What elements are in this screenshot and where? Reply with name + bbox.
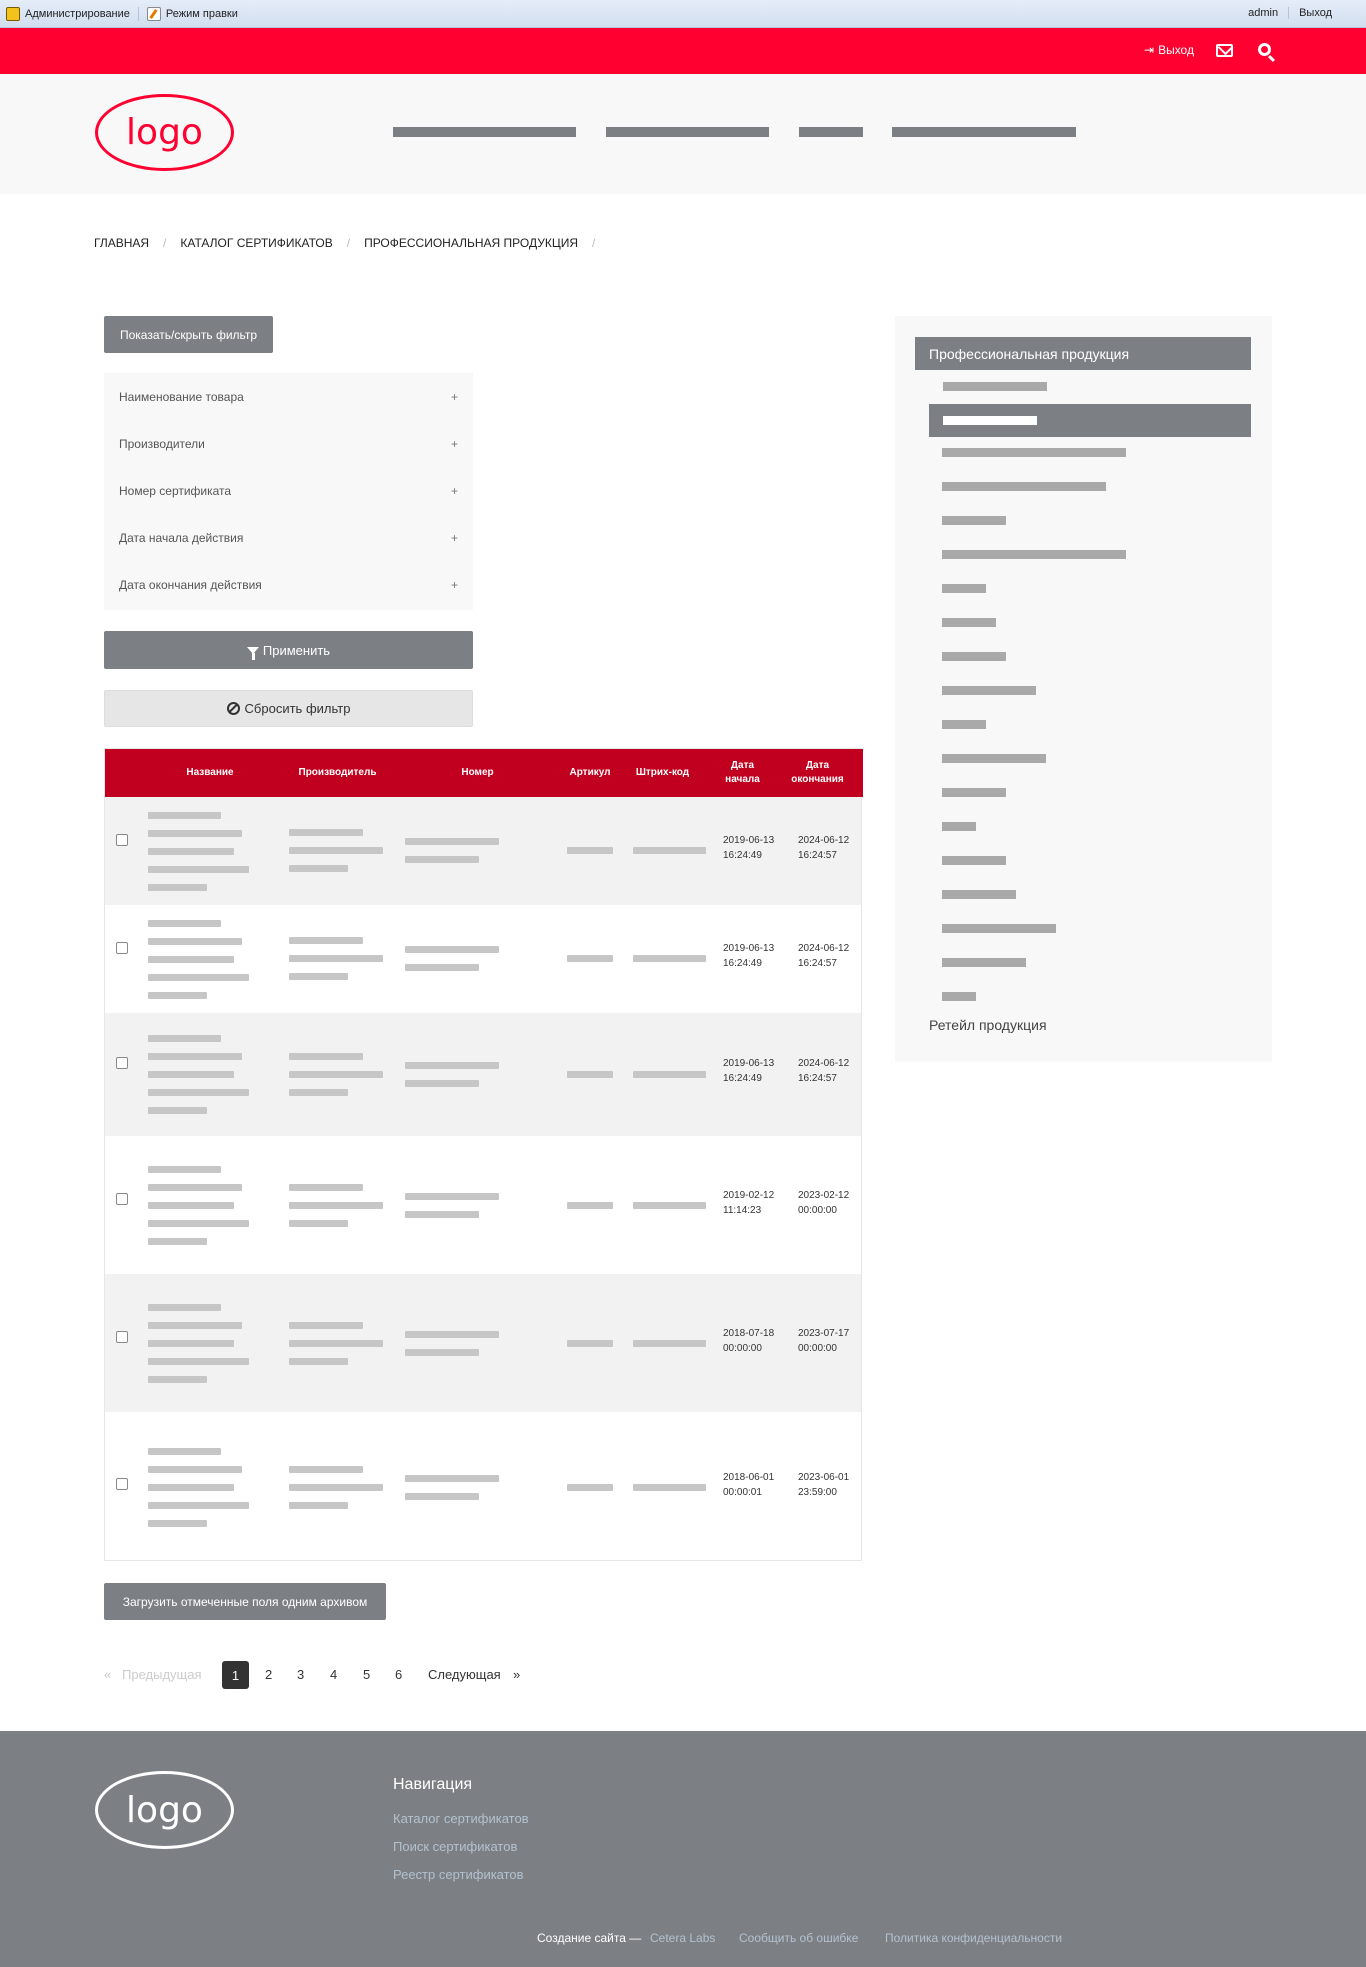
row-checkbox[interactable]: [116, 1057, 128, 1069]
name-placeholder: [148, 1107, 207, 1114]
end-date-cell: [798, 1056, 849, 1086]
nav-item-3[interactable]: [799, 127, 863, 137]
barcode-placeholder: [633, 1484, 706, 1491]
name-placeholder: [148, 1089, 249, 1096]
start-time: 16:24:49: [723, 850, 762, 861]
sidebar-subitem[interactable]: [942, 482, 1106, 491]
end-date-cell: [798, 941, 849, 971]
article-placeholder: [567, 1340, 613, 1347]
filter-label: Производители: [119, 437, 205, 451]
col-end-date: [780, 749, 855, 797]
end-date-cell: [798, 1470, 849, 1500]
logout-label: Выход: [1158, 43, 1194, 57]
table-row: [105, 1013, 861, 1136]
table-row: [105, 1136, 861, 1274]
logout-link[interactable]: [1144, 43, 1194, 57]
plus-icon: +: [450, 578, 458, 592]
apply-label: Применить: [262, 642, 331, 658]
barcode-placeholder: [633, 1340, 706, 1347]
article-placeholder: [567, 847, 613, 854]
admin-link-label: Администрирование: [25, 8, 130, 20]
reset-label: Сбросить фильтр: [244, 701, 351, 716]
name-placeholder: [148, 1053, 242, 1060]
sidebar-subitem[interactable]: [942, 754, 1046, 763]
footer-credit-link[interactable]: Cetera Labs: [650, 1931, 716, 1945]
name-placeholder: [148, 1322, 242, 1329]
table-header: [105, 749, 863, 797]
end-date: 2024-06-12: [798, 1058, 850, 1069]
sidebar-subitem[interactable]: [942, 516, 1006, 525]
name-placeholder: [148, 1376, 207, 1383]
end-time: 00:00:00: [798, 1343, 837, 1354]
manufacturer-placeholder: [289, 1340, 383, 1347]
nav-item-1[interactable]: [393, 127, 576, 137]
manufacturer-placeholder: [289, 955, 383, 962]
manufacturer-placeholder: [289, 1322, 363, 1329]
footer-link-search[interactable]: Поиск сертификатов: [393, 1839, 518, 1854]
name-placeholder: [148, 1220, 249, 1227]
row-checkbox[interactable]: [116, 942, 128, 954]
breadcrumb-professional[interactable]: ПРОФЕССИОНАЛЬНАЯ ПРОДУКЦИЯ: [364, 236, 579, 250]
search-icon[interactable]: [1258, 43, 1271, 56]
breadcrumb-separator: /: [163, 236, 167, 250]
col-manufacturer: Производитель: [298, 767, 377, 778]
nav-item-2[interactable]: [606, 127, 769, 137]
plus-icon: +: [450, 390, 458, 404]
name-placeholder: [148, 1340, 234, 1347]
footer-report-error-link[interactable]: Сообщить об ошибке: [739, 1931, 859, 1945]
mail-icon[interactable]: [1216, 44, 1233, 57]
start-time: 16:24:49: [723, 958, 762, 969]
footer-logo-text: logo: [126, 1789, 203, 1831]
name-placeholder: [148, 992, 207, 999]
manufacturer-placeholder: [289, 1484, 383, 1491]
start-date-cell: [723, 1188, 774, 1218]
manufacturer-placeholder: [289, 1358, 348, 1365]
sidebar-category-professional[interactable]: Профессиональная продукция: [915, 337, 1251, 370]
manufacturer-placeholder: [289, 1202, 383, 1209]
breadcrumb: [94, 236, 609, 250]
page-2[interactable]: 2: [265, 1667, 273, 1682]
edit-mode-link[interactable]: [147, 7, 246, 21]
sidebar-subitem[interactable]: [942, 856, 1006, 865]
start-time: 00:00:00: [723, 1343, 762, 1354]
manufacturer-placeholder: [289, 1089, 348, 1096]
barcode-placeholder: [633, 1071, 706, 1078]
filter-label: Дата начала действия: [119, 531, 244, 545]
col-number: Номер: [461, 767, 494, 778]
article-placeholder: [567, 955, 613, 962]
barcode-placeholder: [633, 847, 706, 854]
start-date-cell: [723, 833, 774, 863]
article-placeholder: [567, 1202, 613, 1209]
name-placeholder: [148, 1202, 234, 1209]
number-placeholder: [405, 1211, 479, 1218]
sidebar-subitem[interactable]: [942, 992, 976, 1001]
breadcrumb-home[interactable]: ГЛАВНАЯ: [94, 236, 150, 250]
end-time: 16:24:57: [798, 958, 837, 969]
admin-icon: [6, 7, 20, 21]
name-placeholder: [148, 884, 207, 891]
manufacturer-placeholder: [289, 1220, 348, 1227]
download-archive-button[interactable]: Загрузить отмеченные поля одним архивом: [104, 1583, 386, 1620]
manufacturer-placeholder: [289, 1053, 363, 1060]
name-placeholder: [148, 866, 249, 873]
start-date: 2018-07-18: [723, 1328, 775, 1339]
manufacturer-placeholder: [289, 973, 348, 980]
number-placeholder: [405, 1080, 479, 1087]
name-placeholder: [148, 1520, 207, 1527]
next-page-link[interactable]: Следующая: [428, 1667, 501, 1682]
name-placeholder: [148, 1238, 207, 1245]
name-placeholder: [148, 1448, 221, 1455]
end-date-cell: [798, 1188, 849, 1218]
filter-end-date[interactable]: [119, 575, 458, 595]
end-time: 00:00:00: [798, 1205, 837, 1216]
end-date: 2023-06-01: [798, 1472, 850, 1483]
prev-arrow: «: [104, 1667, 112, 1682]
start-date: 2019-02-12: [723, 1190, 775, 1201]
table-row: [105, 797, 861, 905]
page-3[interactable]: 3: [297, 1667, 305, 1682]
end-date: 2024-06-12: [798, 835, 850, 846]
start-date-cell: [723, 1326, 774, 1356]
name-placeholder: [148, 920, 221, 927]
start-date-cell: [723, 941, 774, 971]
logo-text: logo: [126, 112, 203, 153]
name-placeholder: [148, 812, 221, 819]
number-placeholder: [405, 1475, 499, 1482]
admin-username[interactable]: admin: [1248, 7, 1279, 19]
manufacturer-placeholder: [289, 829, 363, 836]
number-placeholder: [405, 1331, 499, 1338]
breadcrumb-separator: /: [592, 236, 596, 250]
name-placeholder: [148, 1484, 234, 1491]
start-time: 00:00:01: [723, 1487, 762, 1498]
filter-icon: [247, 647, 259, 654]
col-start-date: [705, 749, 780, 797]
sidebar-subitem[interactable]: [942, 924, 1056, 933]
manufacturer-placeholder: [289, 1466, 363, 1473]
filter-label: Номер сертификата: [119, 484, 232, 498]
sidebar-subitem[interactable]: [942, 448, 1126, 457]
page-6[interactable]: 6: [395, 1667, 403, 1682]
next-arrow[interactable]: »: [513, 1667, 521, 1682]
number-placeholder: [405, 1349, 479, 1356]
end-date: 2023-07-17: [798, 1328, 850, 1339]
col-end-date-line1: Дата: [805, 760, 830, 771]
filter-certificate-number[interactable]: [119, 481, 458, 501]
row-checkbox[interactable]: [116, 1478, 128, 1490]
footer-credit-prefix: Создание сайта —: [537, 1931, 642, 1945]
prev-page-link: Предыдущая: [122, 1667, 202, 1682]
edit-icon: [147, 7, 161, 21]
number-placeholder: [405, 856, 479, 863]
admin-link[interactable]: [6, 7, 139, 21]
start-date-cell: [723, 1470, 774, 1500]
article-placeholder: [567, 1071, 613, 1078]
breadcrumb-catalog[interactable]: КАТАЛОГ СЕРТИФИКАТОВ: [180, 236, 333, 250]
name-placeholder: [148, 956, 234, 963]
table-row: [105, 1412, 861, 1560]
start-date: 2018-06-01: [723, 1472, 775, 1483]
article-placeholder: [567, 1484, 613, 1491]
name-placeholder: [148, 1304, 221, 1311]
reset-filter-button[interactable]: [104, 690, 473, 727]
manufacturer-placeholder: [289, 1071, 383, 1078]
end-date-cell: [798, 833, 849, 863]
end-date: 2023-02-12: [798, 1190, 850, 1201]
filter-product-name[interactable]: [119, 387, 458, 407]
nav-item-4[interactable]: [892, 127, 1076, 137]
name-placeholder: [148, 1358, 249, 1365]
start-time: 16:24:49: [723, 1073, 762, 1084]
name-placeholder: [148, 1184, 242, 1191]
logout-icon: ⇥: [1144, 43, 1155, 57]
footer-nav-title: Навигация: [393, 1776, 473, 1793]
top-utility-bar: [0, 28, 1366, 74]
sidebar-subitem[interactable]: [942, 652, 1006, 661]
end-date-cell: [798, 1326, 849, 1356]
manufacturer-placeholder: [289, 847, 383, 854]
footer-privacy-link[interactable]: Политика конфиденциальности: [885, 1931, 1063, 1945]
admin-toolbar: [0, 0, 1366, 28]
footer-logo[interactable]: [95, 1771, 234, 1849]
admin-logout-link[interactable]: Выход: [1288, 7, 1342, 19]
end-time: 23:59:00: [798, 1487, 837, 1498]
apply-filter-button[interactable]: [104, 631, 473, 669]
end-time: 16:24:57: [798, 850, 837, 861]
start-date-cell: [723, 1056, 774, 1086]
row-checkbox[interactable]: [116, 1193, 128, 1205]
sidebar-category-retail[interactable]: Ретейл продукция: [929, 1017, 1047, 1033]
sidebar-subitem[interactable]: [942, 890, 1016, 899]
plus-icon: +: [450, 531, 458, 545]
row-checkbox[interactable]: [116, 834, 128, 846]
number-placeholder: [405, 838, 499, 845]
sidebar-subitem[interactable]: [942, 550, 1126, 559]
name-placeholder: [148, 1035, 221, 1042]
sidebar-subitem[interactable]: [942, 618, 996, 627]
table-row: [105, 1274, 861, 1412]
name-placeholder: [148, 938, 242, 945]
manufacturer-placeholder: [289, 865, 348, 872]
footer-link-catalog[interactable]: Каталог сертификатов: [393, 1811, 529, 1826]
col-start-date-line1: Дата: [730, 760, 755, 771]
col-end-date-line2: окончания: [791, 774, 844, 785]
name-placeholder: [148, 1166, 221, 1173]
row-checkbox[interactable]: [116, 1331, 128, 1343]
filter-label: Наименование товара: [119, 390, 244, 404]
ban-icon: [227, 702, 240, 715]
number-placeholder: [405, 1062, 499, 1069]
name-placeholder: [148, 1071, 234, 1078]
col-name: Название: [186, 767, 234, 778]
sidebar-subitem[interactable]: [942, 584, 986, 593]
table-row: [105, 905, 861, 1013]
name-placeholder: [148, 1502, 249, 1509]
manufacturer-placeholder: [289, 1502, 348, 1509]
name-placeholder: [148, 1466, 242, 1473]
page-1[interactable]: 1: [222, 1661, 249, 1689]
site-header: [0, 74, 1366, 194]
start-date: 2019-06-13: [723, 835, 775, 846]
filter-label: Дата окончания действия: [119, 578, 262, 592]
toggle-filter-button[interactable]: Показать/скрыть фильтр: [104, 316, 273, 353]
sidebar-subitem-active-label: [943, 416, 1037, 425]
start-date: 2019-06-13: [723, 1058, 775, 1069]
site-logo[interactable]: [95, 94, 234, 171]
manufacturer-placeholder: [289, 937, 363, 944]
edit-mode-label: Режим правки: [165, 8, 238, 20]
number-placeholder: [405, 1193, 499, 1200]
name-placeholder: [148, 848, 234, 855]
sidebar-subitem[interactable]: [942, 788, 1006, 797]
breadcrumb-separator: /: [346, 236, 351, 250]
footer-link-registry[interactable]: Реестр сертификатов: [393, 1867, 524, 1882]
page-5[interactable]: 5: [363, 1667, 371, 1682]
number-placeholder: [405, 946, 499, 953]
number-placeholder: [405, 964, 479, 971]
filter-manufacturers[interactable]: [119, 434, 458, 454]
barcode-placeholder: [633, 1202, 706, 1209]
sidebar-subitem[interactable]: [942, 686, 1036, 695]
end-time: 16:24:57: [798, 1073, 837, 1084]
end-date: 2024-06-12: [798, 943, 850, 954]
sidebar-subitem[interactable]: [942, 720, 986, 729]
sidebar-subitem[interactable]: [942, 958, 1026, 967]
sidebar-subitem[interactable]: [942, 822, 976, 831]
sidebar-subitem[interactable]: [943, 382, 1047, 391]
name-placeholder: [148, 830, 242, 837]
category-sidebar: [895, 316, 1272, 1062]
barcode-placeholder: [633, 955, 706, 962]
name-placeholder: [148, 974, 249, 981]
col-barcode: Штрих-код: [635, 767, 690, 778]
site-footer: [0, 1731, 1366, 1967]
manufacturer-placeholder: [289, 1184, 363, 1191]
plus-icon: +: [450, 437, 458, 451]
filter-panel: [104, 373, 473, 610]
col-start-date-line2: начала: [725, 774, 760, 785]
col-article: Артикул: [569, 767, 611, 778]
page-4[interactable]: 4: [330, 1667, 338, 1682]
filter-start-date[interactable]: [119, 528, 458, 548]
certificates-table: [104, 748, 862, 1561]
number-placeholder: [405, 1493, 479, 1500]
plus-icon: +: [450, 484, 458, 498]
start-date: 2019-06-13: [723, 943, 775, 954]
start-time: 11:14:23: [723, 1205, 762, 1216]
